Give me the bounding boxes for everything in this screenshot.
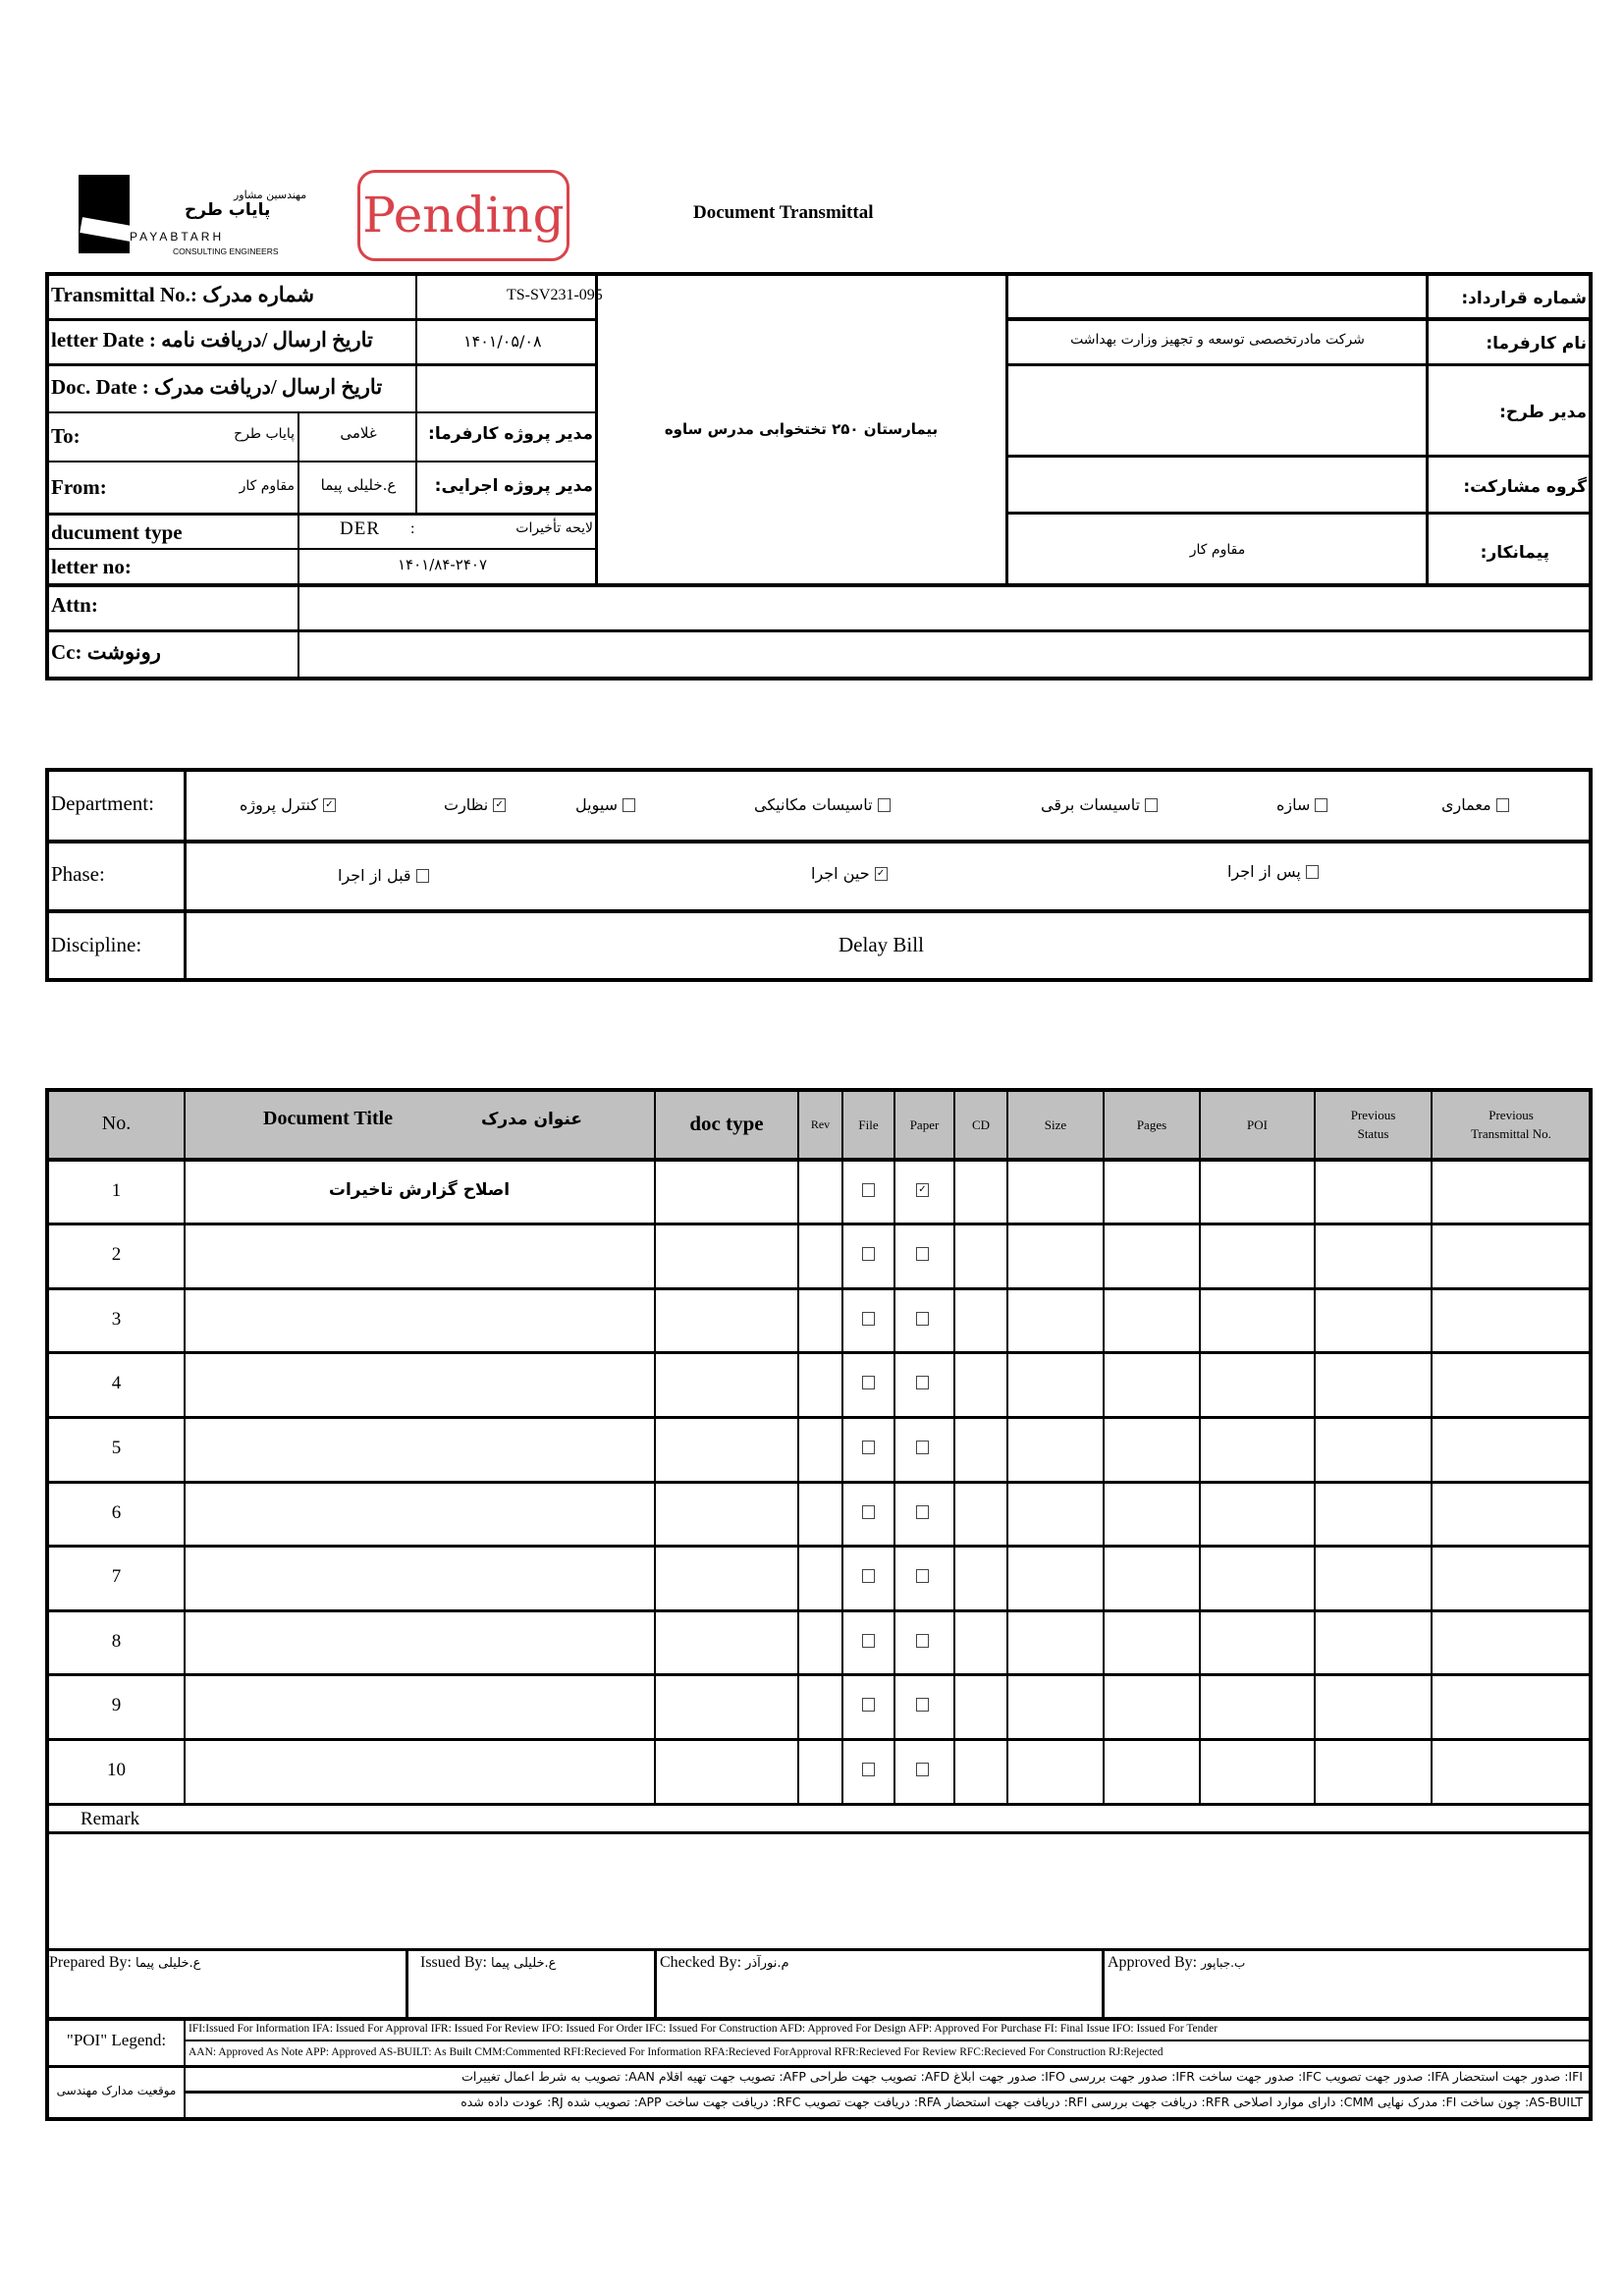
checkbox-icon[interactable]	[916, 1312, 929, 1326]
contractor-value: مقاوم کار	[1189, 542, 1246, 558]
column-header-poi: POI	[1247, 1117, 1268, 1132]
row-file-checkbox[interactable]	[862, 1307, 875, 1330]
row-paper-checkbox[interactable]	[916, 1371, 929, 1393]
row-file-checkbox[interactable]	[862, 1436, 875, 1458]
letter-no-value: ۱۴۰۱/۸۴-۲۴۰۷	[398, 556, 488, 573]
row-number: 6	[111, 1502, 122, 1523]
department-structure[interactable]: سازه	[1276, 793, 1327, 816]
checkbox-icon[interactable]	[916, 1569, 929, 1583]
checkbox-icon[interactable]	[1315, 798, 1327, 812]
from-role: مدیر پروژه اجرایی:	[434, 476, 593, 496]
letter-date-value: ۱۴۰۱/۰۵/۰۸	[463, 332, 542, 351]
row-document-title: اصلاح گزارش تاخیرات	[328, 1180, 511, 1200]
partnership-group-label: گروه مشارکت:	[1463, 477, 1587, 497]
approved-by: Approved By: ب.جباپور	[1108, 1954, 1246, 1971]
remark-label: Remark	[81, 1809, 140, 1829]
row-number: 1	[111, 1180, 122, 1201]
logo-fa-name: پایاب طرح	[185, 200, 271, 220]
checkbox-icon[interactable]	[862, 1441, 875, 1454]
checkbox-icon[interactable]	[916, 1763, 929, 1776]
column-header-no: No.	[101, 1113, 132, 1134]
from-organization: مقاوم کار	[239, 478, 295, 494]
row-file-checkbox[interactable]	[862, 1564, 875, 1587]
document-type-code: DER	[340, 518, 380, 539]
employer-label: نام کارفرما:	[1486, 334, 1587, 354]
contract-no-label: شماره قرارداد:	[1461, 289, 1587, 308]
checkbox-icon[interactable]	[916, 1505, 929, 1519]
column-header-file: File	[858, 1117, 879, 1132]
row-paper-checkbox[interactable]	[916, 1436, 929, 1458]
column-header-size: Size	[1044, 1117, 1067, 1132]
department-supervision[interactable]: ✓ نظارت	[444, 793, 506, 816]
issued-by: Issued By: ع.خلیلی پیما	[420, 1954, 557, 1971]
remark-field[interactable]	[51, 1836, 1587, 1946]
checkbox-icon[interactable]	[862, 1183, 875, 1197]
department-label: Department:	[51, 791, 154, 815]
legend-line-4: AS-BUILT: چون ساخت FI: مدرک نهایی CMM: دارای موارد اصلاحی RFR: دریافت جهت بررسی RFI: دریافت جهت استحضار RFA: دریافت جهت تصویب RFC: دریافت جهت ساخت APP: تصویب شده RJ: عودت داده شده	[460, 2095, 1583, 2109]
row-file-checkbox[interactable]	[862, 1500, 875, 1523]
row-paper-checkbox[interactable]	[916, 1629, 929, 1652]
row-paper-checkbox[interactable]	[916, 1693, 929, 1715]
checkbox-icon[interactable]	[623, 798, 635, 812]
logo-en-name: PAYABTARH	[130, 230, 225, 244]
department-mechanical[interactable]: تاسیسات مکانیکی	[754, 793, 891, 816]
row-file-checkbox[interactable]	[862, 1693, 875, 1715]
checkbox-icon[interactable]	[916, 1376, 929, 1389]
checkbox-icon[interactable]	[416, 869, 429, 883]
checkbox-icon[interactable]	[916, 1247, 929, 1261]
employer-value: شرکت مادرتخصصی توسعه و تجهیز وزارت بهداشت	[1070, 332, 1365, 348]
checkbox-icon[interactable]	[862, 1698, 875, 1712]
document-type-separator: :	[410, 520, 415, 537]
discipline-value: Delay Bill	[839, 933, 924, 956]
to-role: مدیر پروژه کارفرما:	[428, 424, 593, 444]
row-paper-checkbox[interactable]	[916, 1307, 929, 1330]
pending-stamp: Pending	[357, 170, 569, 261]
attn-label: Attn:	[51, 593, 98, 617]
checked-by: Checked By: م.نورآذر	[660, 1954, 789, 1971]
project-name: بیمارستان ۲۵۰ تختخوابی مدرس ساوه	[664, 420, 939, 438]
prepared-by: Prepared By: ع.خلیلی پیما	[49, 1954, 201, 1971]
cc-label: Cc: رونوشت	[51, 640, 161, 664]
checkbox-icon[interactable]	[862, 1634, 875, 1648]
transmittal-no-label: Transmittal No.: شماره مدرک	[51, 283, 314, 306]
department-project-control[interactable]: ✓ کنترل پروژه	[240, 793, 336, 816]
row-number: 8	[111, 1631, 122, 1652]
row-number: 4	[111, 1373, 122, 1393]
checkbox-icon[interactable]	[862, 1376, 875, 1389]
poi-legend-label: "POI" Legend:	[66, 2031, 167, 2049]
row-file-checkbox[interactable]	[862, 1629, 875, 1652]
row-file-checkbox[interactable]	[862, 1242, 875, 1265]
row-number: 5	[111, 1438, 122, 1458]
plan-manager-label: مدیر طرح:	[1499, 403, 1587, 422]
phase-after-execution[interactable]: پس از اجرا	[1227, 860, 1319, 883]
checkbox-icon[interactable]	[916, 1698, 929, 1712]
row-paper-checkbox[interactable]	[916, 1500, 929, 1523]
row-file-checkbox[interactable]	[862, 1371, 875, 1393]
legend-line-2: AAN: Approved As Note APP: Approved AS-BUILT: As Built CMM:Commented RFI:Recieved For Information RFA:Recieved ForApproval RFR:Recieved For Review RFC:Recieved For Construction RJ:Rejected	[189, 2046, 1164, 2058]
row-paper-checkbox[interactable]	[916, 1564, 929, 1587]
checkbox-icon[interactable]	[1306, 865, 1319, 879]
page-title: Document Transmittal	[693, 202, 874, 223]
checkbox-icon[interactable]	[862, 1569, 875, 1583]
contractor-label: پیمانکار:	[1480, 543, 1549, 563]
checkbox-checked-icon[interactable]: ✓	[875, 867, 888, 881]
attn-value[interactable]	[304, 593, 1581, 626]
column-header-paper: Paper	[909, 1117, 940, 1132]
logo-mark	[79, 175, 130, 253]
row-number: 7	[111, 1566, 122, 1587]
checkbox-icon[interactable]	[1145, 798, 1158, 812]
letter-no-label: letter no:	[51, 555, 132, 578]
checkbox-checked-icon[interactable]: ✓	[916, 1183, 929, 1197]
column-header-pages: Pages	[1136, 1117, 1167, 1132]
column-header-title-fa: عنوان مدرک	[481, 1110, 583, 1129]
checkbox-icon[interactable]	[862, 1247, 875, 1261]
engineering-status-label: موقعیت مدارک مهندسی	[56, 2084, 177, 2097]
column-header-title-en: Document Title	[263, 1108, 394, 1129]
column-header-previous-transmittal: Previous Transmittal No.	[1471, 1108, 1551, 1141]
checkbox-icon[interactable]	[916, 1441, 929, 1454]
phase-before-execution[interactable]: قبل از اجرا	[338, 864, 429, 887]
logo-en-subtitle: CONSULTING ENGINEERS	[173, 246, 279, 256]
row-number: 2	[111, 1244, 122, 1265]
logo-fa-subtitle: مهندسین مشاور	[234, 189, 307, 201]
row-paper-checkbox[interactable]	[916, 1242, 929, 1265]
document-type-fa: لایحه تأخیرات	[515, 520, 593, 536]
checkbox-icon[interactable]	[878, 798, 891, 812]
letter-date-label: letter Date : تاریخ ارسال /دریافت نامه	[51, 328, 373, 352]
from-label: From:	[51, 475, 107, 499]
checkbox-icon[interactable]	[916, 1634, 929, 1648]
row-number: 9	[111, 1695, 122, 1715]
row-file-checkbox[interactable]	[862, 1178, 875, 1201]
department-electrical[interactable]: تاسیسات برقی	[1041, 793, 1158, 816]
doc-date-label: Doc. Date : تاریخ ارسال /دریافت مدرک	[51, 375, 383, 399]
to-person: غلامی	[340, 424, 377, 442]
column-header-cd: CD	[971, 1117, 991, 1132]
row-paper-checkbox[interactable]	[916, 1178, 929, 1201]
legend-line-3: IFI: صدور جهت استحضار IFA: صدور جهت تصویب IFC: صدور جهت ساخت IFR: صدور جهت بررسی IFO: صدور جهت ابلاغ AFD: تصویب جهت طراحی AFP: تصویب جهت تهیه اقلام AAN: تصویب به شرط اعمال تغییرات	[461, 2069, 1583, 2084]
checkbox-icon[interactable]	[862, 1763, 875, 1776]
row-number: 3	[111, 1309, 122, 1330]
to-label: To:	[51, 424, 81, 448]
from-person: ع.خلیلی پیما	[320, 476, 397, 494]
phase-during-execution[interactable]: ✓ حین اجرا	[811, 862, 888, 885]
checkbox-checked-icon[interactable]: ✓	[493, 798, 506, 812]
column-header-rev: Rev	[810, 1117, 831, 1131]
row-paper-checkbox[interactable]	[916, 1758, 929, 1780]
department-civil[interactable]: سیویل	[575, 793, 635, 816]
to-organization: پایاب طرح	[234, 426, 295, 442]
checkbox-checked-icon[interactable]: ✓	[323, 798, 336, 812]
column-header-previous-status: Previous Status	[1350, 1108, 1396, 1141]
row-file-checkbox[interactable]	[862, 1758, 875, 1780]
transmittal-no-value: TS-SV231-095	[507, 287, 603, 303]
checkbox-icon[interactable]	[862, 1505, 875, 1519]
checkbox-icon[interactable]	[862, 1312, 875, 1326]
phase-label: Phase:	[51, 862, 105, 886]
department-architecture[interactable]: معماری	[1441, 793, 1509, 816]
legend-line-1: IFI:Issued For Information IFA: Issued For Approval IFR: Issued For Review IFO: Issued For Order IFC: Issued For Construction AFD: Approved For Design AFP: Approved For Purchase FI: Final Issue IFO: Issued For Tender	[189, 2023, 1218, 2035]
document-type-label: ducument type	[51, 520, 183, 544]
column-header-doc-type: doc type	[689, 1112, 764, 1135]
checkbox-icon[interactable]	[1496, 798, 1509, 812]
cc-value[interactable]	[304, 638, 1581, 674]
row-number: 10	[107, 1760, 126, 1780]
discipline-label: Discipline:	[51, 933, 142, 956]
